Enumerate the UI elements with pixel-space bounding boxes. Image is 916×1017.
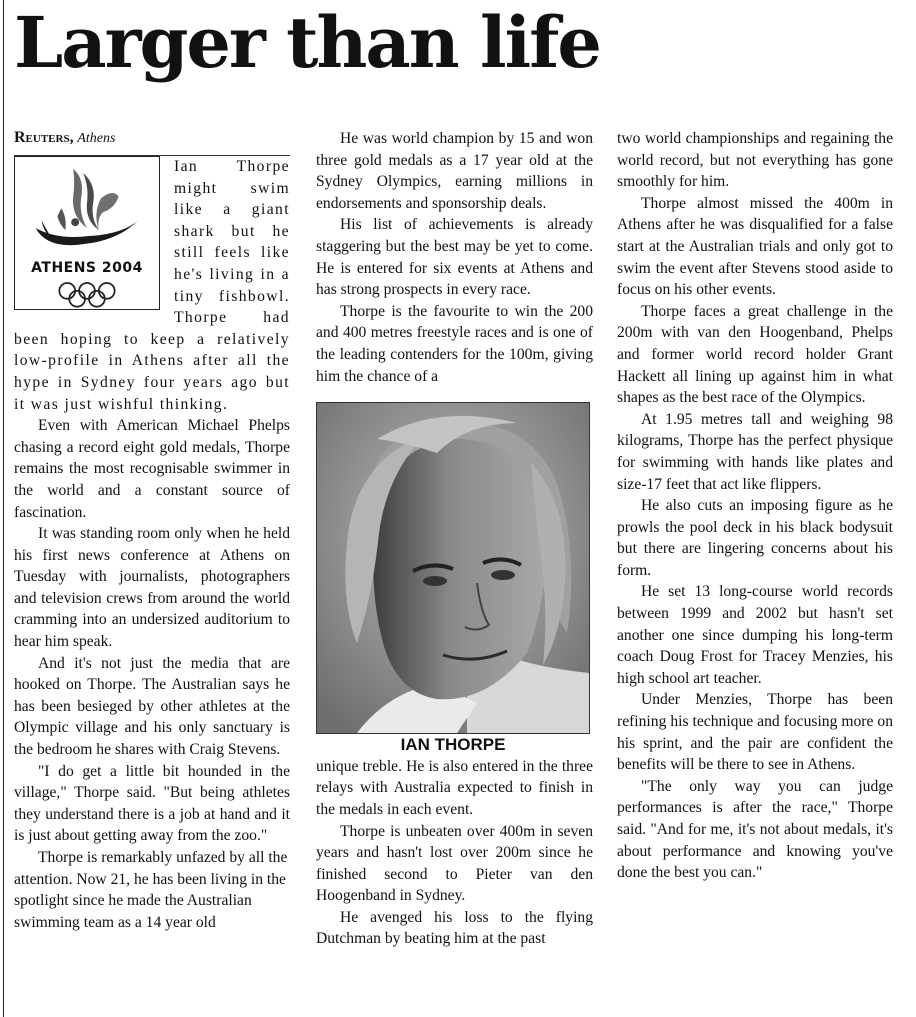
page-left-rule <box>3 0 4 1017</box>
athens-2004-logo-text: ATHENS 2004 <box>31 259 143 276</box>
photo-block <box>316 402 590 756</box>
paragraph: He was world champion by 15 and won three gold medals as a 17 year old at the Sydney Olympics, earning millions in endorsements and sponsorship deals. <box>316 130 593 212</box>
paragraph: Even with American Michael Phelps chasing a record eight gold medals, Thorpe remains the most recognisable swimmer in the world and a constant source of fascination. <box>14 417 290 521</box>
paragraph: At 1.95 metres tall and weighing 98 kilograms, Thorpe has the perfect physique for swimming with hands like plates and size-17 feet that act like flippers. <box>617 410 893 493</box>
paragraph: "I do get a little bit hounded in the village," Thorpe said. "But being athletes they understand there is a job at hand and it is just about getting away from the zoo." <box>14 762 290 845</box>
athens-2004-logo <box>14 156 160 310</box>
paragraph: It was standing room only when he held his first news conference at Athens on Tuesday with journalists, photographers and television crews from around the world cramming into an undersized auditorium to hear him speak. <box>14 525 290 651</box>
paragraph: His list of achievements is already staggering but the best may be yet to come. He is entered for six events at Athens and has strong prospects in every race. <box>316 216 593 299</box>
article-column-1 <box>14 128 290 933</box>
paragraph: Thorpe almost missed the 400m in Athens after he was disqualified for a false start at the Australian trials and only got to swim the event after Stevens stood aside to focus on his other events. <box>617 194 893 299</box>
portrait-photo <box>316 402 590 734</box>
paragraph: Thorpe faces a great challenge in the 200m with van den Hoogenband, Phelps and former world record holder Grant Hackett all lining up against him in what shapes as the best race of the Olympics. <box>617 302 893 407</box>
paragraph: two world championships and regaining the world record, but not everything has gone smoothly for him. <box>617 130 893 191</box>
paragraph: Thorpe is unbeaten over 400m in seven years and hasn't lost over 200m since he finished second to Pieter van den Hoogenband in Sydney. <box>316 822 593 905</box>
paragraph: Ian Thorpe might swim like a giant shark but he still feels like he's living in a tiny fishbowl. Thorpe had been hoping to keep a relatively low-profile in Athens after all the hype in Sydney four years ago but it was just wishful thinking. <box>14 158 290 413</box>
olympic-rings-icon <box>55 281 119 309</box>
byline-agency: Reuters, <box>14 129 74 146</box>
paragraph: He also cuts an imposing figure as he prowls the pool deck in his black bodysuit but there are lingering concerns about his form. <box>617 497 893 579</box>
paragraph: He set 13 long-course world records between 1999 and 2002 but hasn't set another one since dumping his long-term coach Doug Frost for Tracey Menzies, his high school art teacher. <box>617 583 893 687</box>
article-column-2 <box>316 128 593 950</box>
paragraph: Thorpe is the favourite to win the 200 and 400 metres freestyle races and is one of the leading contenders for the 100m, giving him the chance of a <box>316 302 593 385</box>
photo-caption: IAN THORPE <box>400 735 506 755</box>
paragraph: unique treble. He is also entered in the three relays with Australia expected to finish in the medals in each event. <box>316 757 593 818</box>
paragraph: Thorpe is remarkably unfazed by all the attention. Now 21, he has been living in the spotlight since he made the Australian swimming team as a 14 year old <box>14 849 288 931</box>
paragraph: Under Menzies, Thorpe has been refining his technique and focusing more on his sprint, and the pair are confident the benefits will be there to see in Athens. <box>617 691 893 774</box>
paragraph: He avenged his loss to the flying Dutchman by beating him at the past <box>316 908 593 948</box>
headline: Larger than life <box>14 1 600 84</box>
byline-place: Athens <box>77 131 116 146</box>
paragraph: And it's not just the media that are hooked on Thorpe. The Australian says he has been besieged by other athletes at the Olympic village and his only sanctuary is the bedroom he shares with Craig Stevens. <box>14 654 290 759</box>
article-column-3 <box>617 128 893 884</box>
olive-wreath-emblem-icon <box>27 159 147 258</box>
portrait-illustration-icon <box>317 403 589 733</box>
paragraph: "The only way you can judge performances is after the race," Thorpe said. "And for me, it's not about medals, it's about performance and knowing you've done the best you can." <box>617 777 893 882</box>
byline <box>14 128 290 156</box>
